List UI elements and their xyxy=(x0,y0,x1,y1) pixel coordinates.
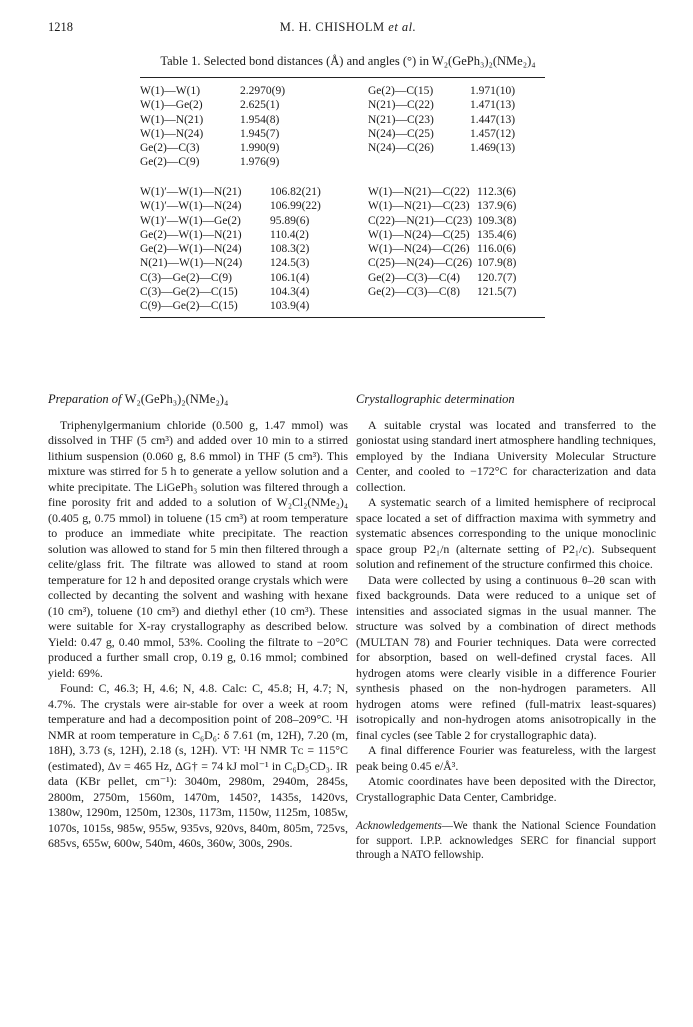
bond-label-cell: C(3)—Ge(2)—C(9) xyxy=(140,271,232,284)
acknowledgements xyxy=(356,819,656,863)
left-column xyxy=(48,392,348,852)
bond-label-cell: Ge(2)—C(3)—C(8) xyxy=(368,286,460,299)
page-number: 1218 xyxy=(48,20,73,34)
bond-value-cell: 1.990(9) xyxy=(240,142,280,155)
table-row xyxy=(140,299,545,313)
table-row xyxy=(140,141,545,155)
bond-distances-table xyxy=(140,84,545,170)
bond-label-cell: C(25)—N(24)—C(26) xyxy=(368,257,473,270)
table-row xyxy=(140,113,545,127)
bond-value-cell: 108.3(2) xyxy=(270,243,310,256)
bond-label-cell: N(24)—C(25) xyxy=(368,127,434,140)
table-row xyxy=(140,214,545,228)
crystal-paragraph-1: A suitable crystal was located and transferred to the goniostat using standard inert atmosphere handling techniques, employed by the Indiana University Molecular Structure Center, and cooled to −172°C for characterization and data collection. xyxy=(356,417,656,494)
table-row xyxy=(140,155,545,169)
bond-value-cell: 2.625(1) xyxy=(240,99,280,112)
bond-label-cell: C(22)—N(21)—C(23) xyxy=(368,214,473,227)
preparation-heading-formula: W₂(GePh₃)₂(NMe₂)₄ xyxy=(124,392,229,406)
bond-label-cell: W(1)—N(24) xyxy=(140,127,204,140)
table-row xyxy=(140,228,545,242)
bond-value-cell: 1.469(13) xyxy=(470,142,516,155)
right-column xyxy=(356,392,656,863)
bond-value-cell: 1.945(7) xyxy=(240,127,280,140)
bond-label-cell: W(1)—Ge(2) xyxy=(140,99,203,112)
authors-etal: et al. xyxy=(388,20,417,34)
preparation-heading xyxy=(48,392,348,408)
running-head-authors xyxy=(48,20,648,35)
bond-value-cell: 104.3(4) xyxy=(270,286,310,299)
bond-label-cell: C(3)—Ge(2)—C(15) xyxy=(140,286,238,299)
bond-value-cell: 103.9(4) xyxy=(270,300,310,313)
table-row xyxy=(140,242,545,256)
acknowledgements-heading: Acknowledgements xyxy=(356,820,442,832)
bond-label-cell: Ge(2)—C(3) xyxy=(140,142,200,155)
bond-label-cell: W(1)′—W(1)—N(21) xyxy=(140,186,242,198)
preparation-heading-text: Preparation of xyxy=(48,392,122,406)
bond-label-cell: Ge(2)—C(9) xyxy=(140,156,200,169)
bond-label-cell: Ge(2)—W(1)—N(24) xyxy=(140,243,242,256)
bond-label-cell: W(1)—N(21)—C(23) xyxy=(368,200,470,213)
bond-value-cell: 116.0(6) xyxy=(477,243,516,256)
table-row xyxy=(140,127,545,141)
table-caption: Table 1. Selected bond distances (Å) and angles (°) in W₂(GePh₃)₂(NMe₂)₄ xyxy=(160,54,536,68)
bond-value-cell: 107.9(8) xyxy=(477,257,517,270)
bond-value-cell: 1.457(12) xyxy=(470,127,516,140)
bond-value-cell: 106.99(22) xyxy=(270,200,321,213)
table-row xyxy=(140,199,545,213)
bond-label-cell: Ge(2)—W(1)—N(21) xyxy=(140,228,242,241)
bond-value-cell: 106.1(4) xyxy=(270,271,310,284)
table-row xyxy=(140,256,545,270)
bond-label-cell: W(1)—N(21) xyxy=(140,113,204,126)
bond-label-cell: N(24)—C(26) xyxy=(368,142,434,155)
bond-label-cell: W(1)′—W(1)—Ge(2) xyxy=(140,214,241,227)
bond-label-cell: W(1)—N(24)—C(26) xyxy=(368,243,470,256)
bond-label-cell: W(1)—W(1) xyxy=(140,85,201,97)
bond-label-cell: N(21)—W(1)—N(24) xyxy=(140,257,243,270)
bond-value-cell: 2.2970(9) xyxy=(240,85,286,97)
crystal-paragraph-5: Atomic coordinates have been deposited with the Director, Crystallographic Data Center, Cambridge. xyxy=(356,774,656,804)
crystallographic-heading: Crystallographic determination xyxy=(356,392,515,406)
bond-value-cell: 1.447(13) xyxy=(470,113,516,126)
bond-label-cell: Ge(2)—C(15) xyxy=(368,85,434,97)
bond-value-cell: 110.4(2) xyxy=(270,228,309,241)
table-row xyxy=(140,185,545,199)
acknowledgements-text: —We thank the National Science Foundation for support. I.P.P. acknowledges SERC for financial support through a NATO fellowship. xyxy=(356,820,656,861)
table-bottom-rule xyxy=(140,317,545,318)
bond-value-cell: 120.7(7) xyxy=(477,271,517,284)
page-header xyxy=(48,20,648,40)
bond-value-cell: 135.4(6) xyxy=(477,228,517,241)
bond-value-cell: 95.89(6) xyxy=(270,214,310,227)
bond-value-cell: 109.3(8) xyxy=(477,214,517,227)
bond-value-cell: 121.5(7) xyxy=(477,286,517,299)
bond-value-cell: 1.954(8) xyxy=(240,113,280,126)
bond-label-cell: W(1)′—W(1)—N(24) xyxy=(140,200,242,213)
bond-angles-table xyxy=(140,185,545,314)
table-row xyxy=(140,271,545,285)
bond-value-cell: 112.3(6) xyxy=(477,186,516,198)
bond-value-cell: 106.82(21) xyxy=(270,186,321,198)
bond-label-cell: W(1)—N(24)—C(25) xyxy=(368,228,470,241)
crystal-paragraph-4: A final difference Fourier was featureless, with the largest peak being 0.45 e/Å³. xyxy=(356,743,656,773)
crystal-paragraph-2: A systematic search of a limited hemisphere of reciprocal space located a set of diffraction maxima with symmetry and systematic absences corresponding to the unique monoclinic space group P2₁/n (alternate setting of P2₁/c). Subsequent solution and refinement of the structure confirmed this choice. xyxy=(356,495,656,571)
table-top-rule xyxy=(140,77,545,78)
bond-value-cell: 124.5(3) xyxy=(270,257,310,270)
bond-label-cell: W(1)—N(21)—C(22) xyxy=(368,186,470,198)
table-row xyxy=(140,84,545,98)
table-row xyxy=(140,285,545,299)
bond-value-cell: 1.976(9) xyxy=(240,156,280,169)
preparation-paragraph-1: Triphenylgermanium chloride (0.500 g, 1.47 mmol) was dissolved in THF (5 cm³) and added over 10 min to a stirred lithium suspension (0.060 g, 8.6 mmol) in THF (5 cm³). This mixture was stirred for 5 h to generate a yellow solution and a white precipitate. The LiGePh₃ solution was filtered through a fine porosity frit and added to a solution of W₂Cl₂(NMe₂)₄ (0.405 g, 0.75 mmol) in toluene (15 cm³) at room temperature to produce an immediate white precipitate. The reaction solution was allowed to stand for 5 min then filtered through a celite/glass frit. The filtrate was allowed to stand at room temperature for 12 h and deposited orange crystals which were collected by decanting the solvent and washing with hexane (10 cm³), toluene (10 cm³) and diethyl ether (10 cm³). These were suitable for X-ray crystallography as described below. Yield: 0.47 g, 0.40 mmol, 53%. Cooling the filtrate to −20°C produced a further small crop, 0.19 g, 0.16 mmol; combined yield: 69%. xyxy=(48,417,348,680)
bond-value-cell: 1.971(10) xyxy=(470,85,516,97)
bond-label-cell: N(21)—C(22) xyxy=(368,99,434,112)
bond-value-cell: 1.471(13) xyxy=(470,99,516,112)
bond-label-cell: Ge(2)—C(3)—C(4) xyxy=(368,271,460,284)
bond-label-cell: C(9)—Ge(2)—C(15) xyxy=(140,300,238,313)
authors-name: M. H. CHISHOLM xyxy=(279,20,385,34)
bond-value-cell: 137.9(6) xyxy=(477,200,517,213)
table-row xyxy=(140,98,545,112)
crystal-paragraph-3: Data were collected by using a continuous θ–2θ scan with fixed backgrounds. Data were reduced to a unique set of intensities and associated sigmas in the usual manner. The structure was solved by a combination of direct methods (MULTAN 78) and Fourier techniques. Data were corrected for absorption, based on well-defined crystal faces. All hydrogen atoms were clearly visible in a difference Fourier synthesis phased on the non-hydrogen parameters. All hydrogen atoms were refined (full-matrix least-squares) isotropically and non-hydrogen atoms anisotropically in the final cycles (see Table 2 for crystallographic data). xyxy=(356,572,656,742)
bond-label-cell: N(21)—C(23) xyxy=(368,113,434,126)
preparation-paragraph-2: Found: C, 46.3; H, 4.6; N, 4.8. Calc: C, 45.8; H, 4.7; N, 4.7%. The crystals were air-stable for over a week at room temperature and had a decomposition point of 208–209°C. ¹H NMR at room temperature in C₆D₆: δ 7.61 (m, 12H), 7.20 (m, 18H), 3.73 (s, 12H), 2.18 (s, 12H). VT: ¹H NMR Tᴄ = 115°C (estimated), Δν = 465 Hz, ΔG† = 74 kJ mol⁻¹ in C₆D₅CD₃. IR data (KBr pellet, cm⁻¹): 3040m, 2980m, 2940m, 2845s, 2800m, 2750m, 1560m, 1470m, 1450?, 1435s, 1420vs, 1380w, 1290m, 1250m, 1230s, 1173m, 1150w, 1125m, 1085w, 1070s, 1015s, 985w, 955w, 935vs, 920vs, 840m, 805m, 725vs, 685vs, 655w, 600w, 540m, 460s, 360w, 300s, 290s. xyxy=(48,681,348,850)
